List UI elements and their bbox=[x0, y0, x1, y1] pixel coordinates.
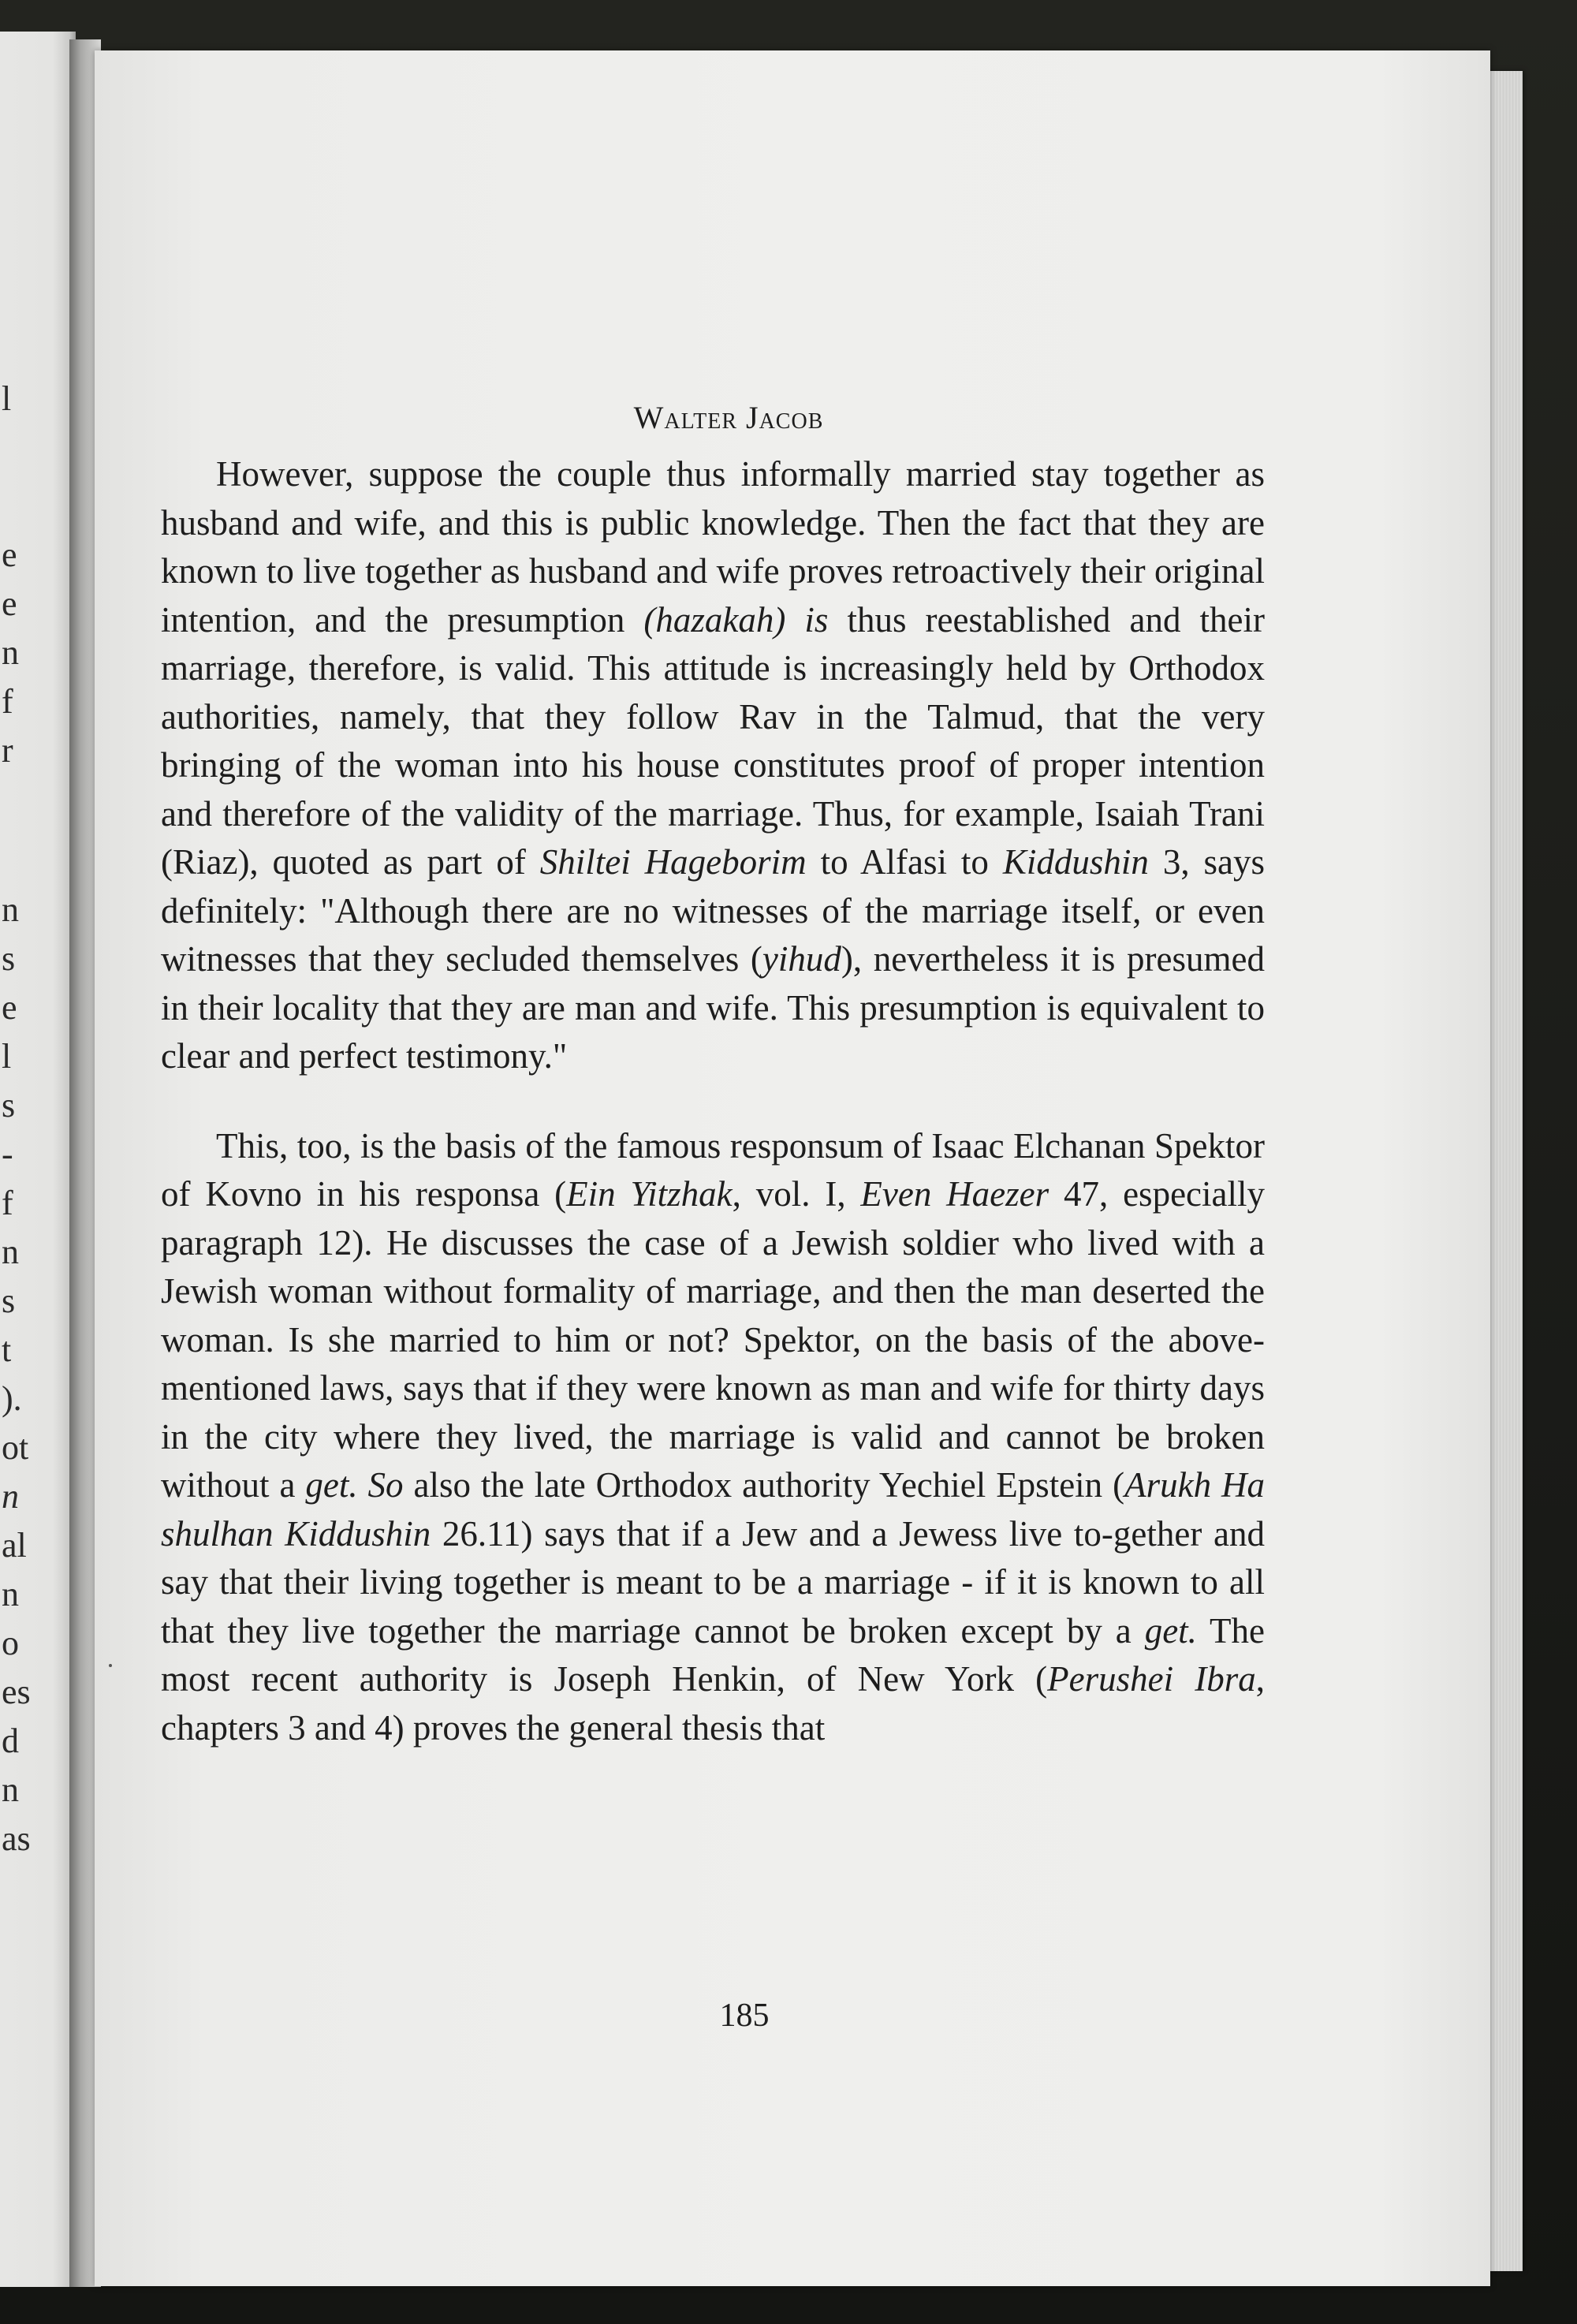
paragraph-2-text: The most recent authority is Joseph Henkin, of New York ( bbox=[161, 1610, 1266, 1699]
page-content bbox=[161, 399, 1266, 2034]
previous-page-fragment: n bbox=[2, 1575, 19, 1613]
previous-page-fragment: s bbox=[2, 939, 16, 978]
paragraph-2-italic: Perushei Ibra bbox=[1047, 1659, 1256, 1699]
previous-page-fragment: ). bbox=[2, 1379, 22, 1418]
paragraph-2-italic: Even Haezer bbox=[860, 1174, 1049, 1214]
paragraph-1-text: thus reestablished and their marriage, therefore, is valid. This attitude is increasingly held by Orthodox authorities, namely, that they follow Rav in the Talmud, that the very bringing of the woman into his house constitutes proof of proper intention and therefore of the validity of the marriage. Thus, for example, Isaiah Trani (Riaz), quoted as part of bbox=[161, 599, 1265, 882]
previous-page-fragment: - bbox=[2, 1135, 13, 1173]
paragraph-1-text: ), nevertheless it is presumed in their locality that they are man and wife. This presumption is equivalent to clear and perfect testimony." bbox=[161, 939, 1266, 1076]
paragraph-2-text: 26.11) says that if a Jew and a Jewess live to-gether and say that their living together is meant to be a marriage - if it is known to all that they live together the marriage cannot be broken except by a bbox=[161, 1513, 1265, 1651]
previous-page-fragment: e bbox=[2, 535, 17, 574]
previous-page-fragment: l bbox=[2, 379, 12, 418]
previous-page-fragment: n bbox=[2, 1233, 19, 1271]
previous-page-fragment: f bbox=[2, 1184, 13, 1222]
paragraph-2-italic: get. bbox=[1144, 1610, 1197, 1651]
paragraph-2-text: This, too, is the basis of the famous responsum of Isaac Elchanan Spektor of Kovno in his responsa ( bbox=[161, 1125, 1265, 1214]
previous-page-fragment: d bbox=[2, 1722, 19, 1760]
previous-page-fragment: o bbox=[2, 1624, 19, 1662]
previous-page-fragment: es bbox=[2, 1673, 31, 1711]
running-head: Walter Jacob bbox=[633, 400, 824, 435]
paragraph-2-italic: Ein Yitzhak bbox=[566, 1174, 733, 1214]
previous-page-fragment: e bbox=[2, 584, 17, 623]
paragraph-1-italic: Shiltei Hageborim bbox=[539, 842, 807, 882]
previous-page-fragment: n bbox=[2, 1770, 19, 1809]
paragraph-2-italic: Arukh Ha shulhan Kiddushin bbox=[161, 1465, 1265, 1554]
page-block-edge bbox=[1486, 71, 1523, 2271]
previous-page-fragment: n bbox=[2, 1477, 19, 1516]
paragraph-2-text: , vol. I, bbox=[732, 1174, 861, 1214]
paragraph-1-text: However, suppose the couple thus informally married stay together as husband and wife, and this is public knowledge. Then the fact that they are known to live together as husband and wife proves retroactively their original intention, and the presumption bbox=[161, 454, 1265, 640]
paragraph-2-text: also the late Orthodox authority Yechiel Epstein ( bbox=[403, 1465, 1125, 1505]
previous-page-fragment: ot bbox=[2, 1428, 29, 1467]
paragraph-1-italic: Kiddushin bbox=[1002, 842, 1149, 882]
previous-page-fragment: t bbox=[2, 1330, 12, 1369]
paragraph-1-italic: yihud bbox=[762, 939, 841, 979]
previous-page-fragment: as bbox=[2, 1819, 31, 1858]
paragraph-1-text: to Alfasi to bbox=[806, 842, 1003, 882]
previous-page-fragment: s bbox=[2, 1281, 16, 1320]
paragraph-1-italic: (hazakah) is bbox=[643, 599, 829, 640]
previous-page-fragment: l bbox=[2, 1037, 12, 1076]
paragraph-1 bbox=[161, 450, 1265, 1081]
paragraph-2-italic: get. So bbox=[305, 1465, 404, 1505]
paragraph-1-text: 3, says definitely: "Although there are no witnesses of the marriage itself, or even witnesses that they secluded themselves ( bbox=[161, 842, 1266, 979]
paragraph-2 bbox=[161, 1122, 1265, 1753]
previous-page-fragment: f bbox=[2, 682, 13, 721]
previous-page-fragment: n bbox=[2, 633, 19, 672]
previous-page-fragment: r bbox=[2, 731, 13, 770]
previous-page-fragment: al bbox=[2, 1526, 27, 1565]
spine-speck bbox=[109, 1664, 112, 1667]
previous-page-fragment: n bbox=[2, 890, 19, 929]
previous-page-fragment: s bbox=[2, 1086, 16, 1125]
page-number: 185 bbox=[719, 1998, 770, 2034]
previous-page-edge bbox=[0, 32, 76, 2287]
paragraph-2-text: 47, especially paragraph 12). He discusses the case of a Jewish soldier who lived with a Jewish woman without formality of marriage, and then the man deserted the woman. Is she married to him or not? Spektor, on the basis of the above-mentioned laws, says that if they were known as man and wife for thirty days in the city where they lived, the marriage is valid and cannot be broken without a bbox=[161, 1174, 1265, 1505]
previous-page-fragment: e bbox=[2, 988, 17, 1027]
paragraph-2-text: , chapters 3 and 4) proves the general thesis that bbox=[161, 1659, 1265, 1748]
